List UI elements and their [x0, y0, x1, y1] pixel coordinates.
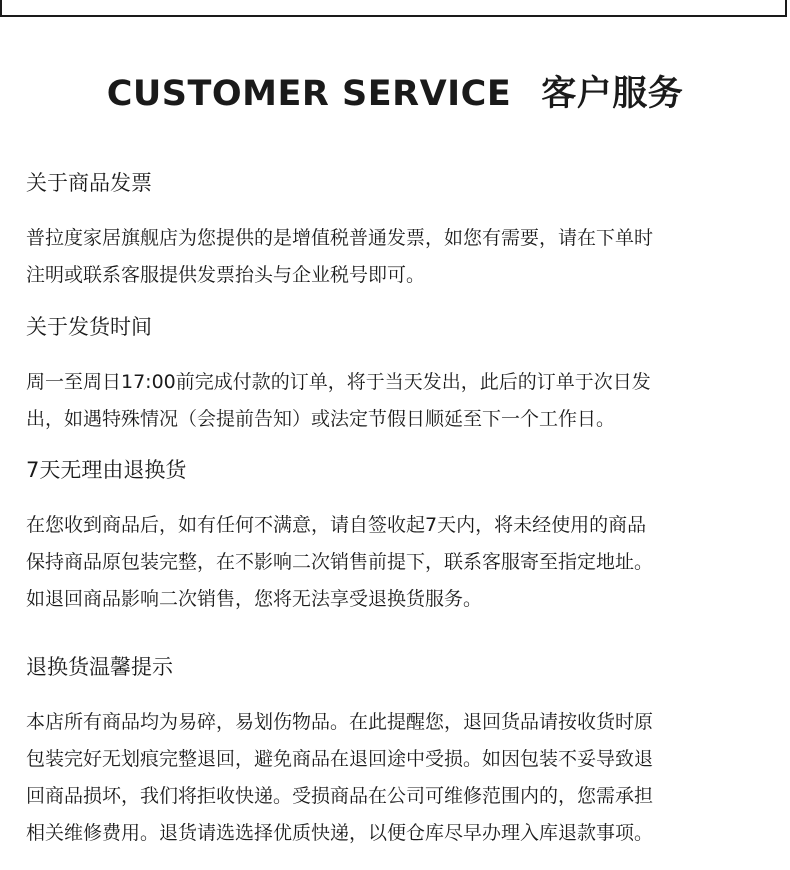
body-line: 本店所有商品均为易碎，易划伤物品。在此提醒您，退回货品请按收货时原: [26, 711, 654, 733]
body-line: 出，如遇特殊情况（会提前告知）或法定节假日顺延至下一个工作日。: [26, 408, 616, 430]
page-title-en: CUSTOMER SERVICE: [106, 74, 512, 114]
page-title-zh: 客户服务: [541, 74, 684, 114]
section-heading: 退换货温馨提示: [26, 655, 173, 679]
body-line: 相关维修费用。退货请选选择优质快递，以便仓库尽早办理入库退款事项。: [26, 822, 654, 844]
section-7day-return: [26, 455, 778, 618]
section-body: [26, 364, 778, 438]
body-line: 保持商品原包装完整，在不影响二次销售前提下，联系客服寄至指定地址。: [26, 551, 654, 573]
body-line: 周一至周日17:00前完成付款的订单，将于当天发出，此后的订单于次日发: [26, 371, 651, 393]
section-heading: 关于发货时间: [26, 315, 152, 339]
body-line: 包装完好无划痕完整退回，避免商品在退回途中受损。如因包装不妥导致退: [26, 748, 654, 770]
section-body: [26, 220, 778, 294]
section-body: [26, 704, 778, 852]
section-heading: 关于商品发票: [26, 171, 152, 195]
page-title: [0, 70, 790, 118]
section-shipping-time: [26, 312, 778, 438]
body-line: 注明或联系客服提供发票抬头与企业税号即可。: [26, 264, 426, 286]
top-frame-border: [0, 0, 787, 17]
body-line: 在您收到商品后，如有任何不满意，请自签收起7天内，将未经使用的商品: [26, 514, 647, 536]
section-invoice: [26, 168, 778, 294]
body-line: 如退回商品影响二次销售，您将无法享受退换货服务。: [26, 588, 483, 610]
body-line: 回商品损坏，我们将拒收快递。受损商品在公司可维修范围内的，您需承担: [26, 785, 654, 807]
section-heading: 7天无理由退换货: [26, 458, 187, 482]
section-body: [26, 507, 778, 618]
body-line: 普拉度家居旗舰店为您提供的是增值税普通发票，如您有需要，请在下单时: [26, 227, 654, 249]
section-return-tips: [26, 652, 778, 852]
